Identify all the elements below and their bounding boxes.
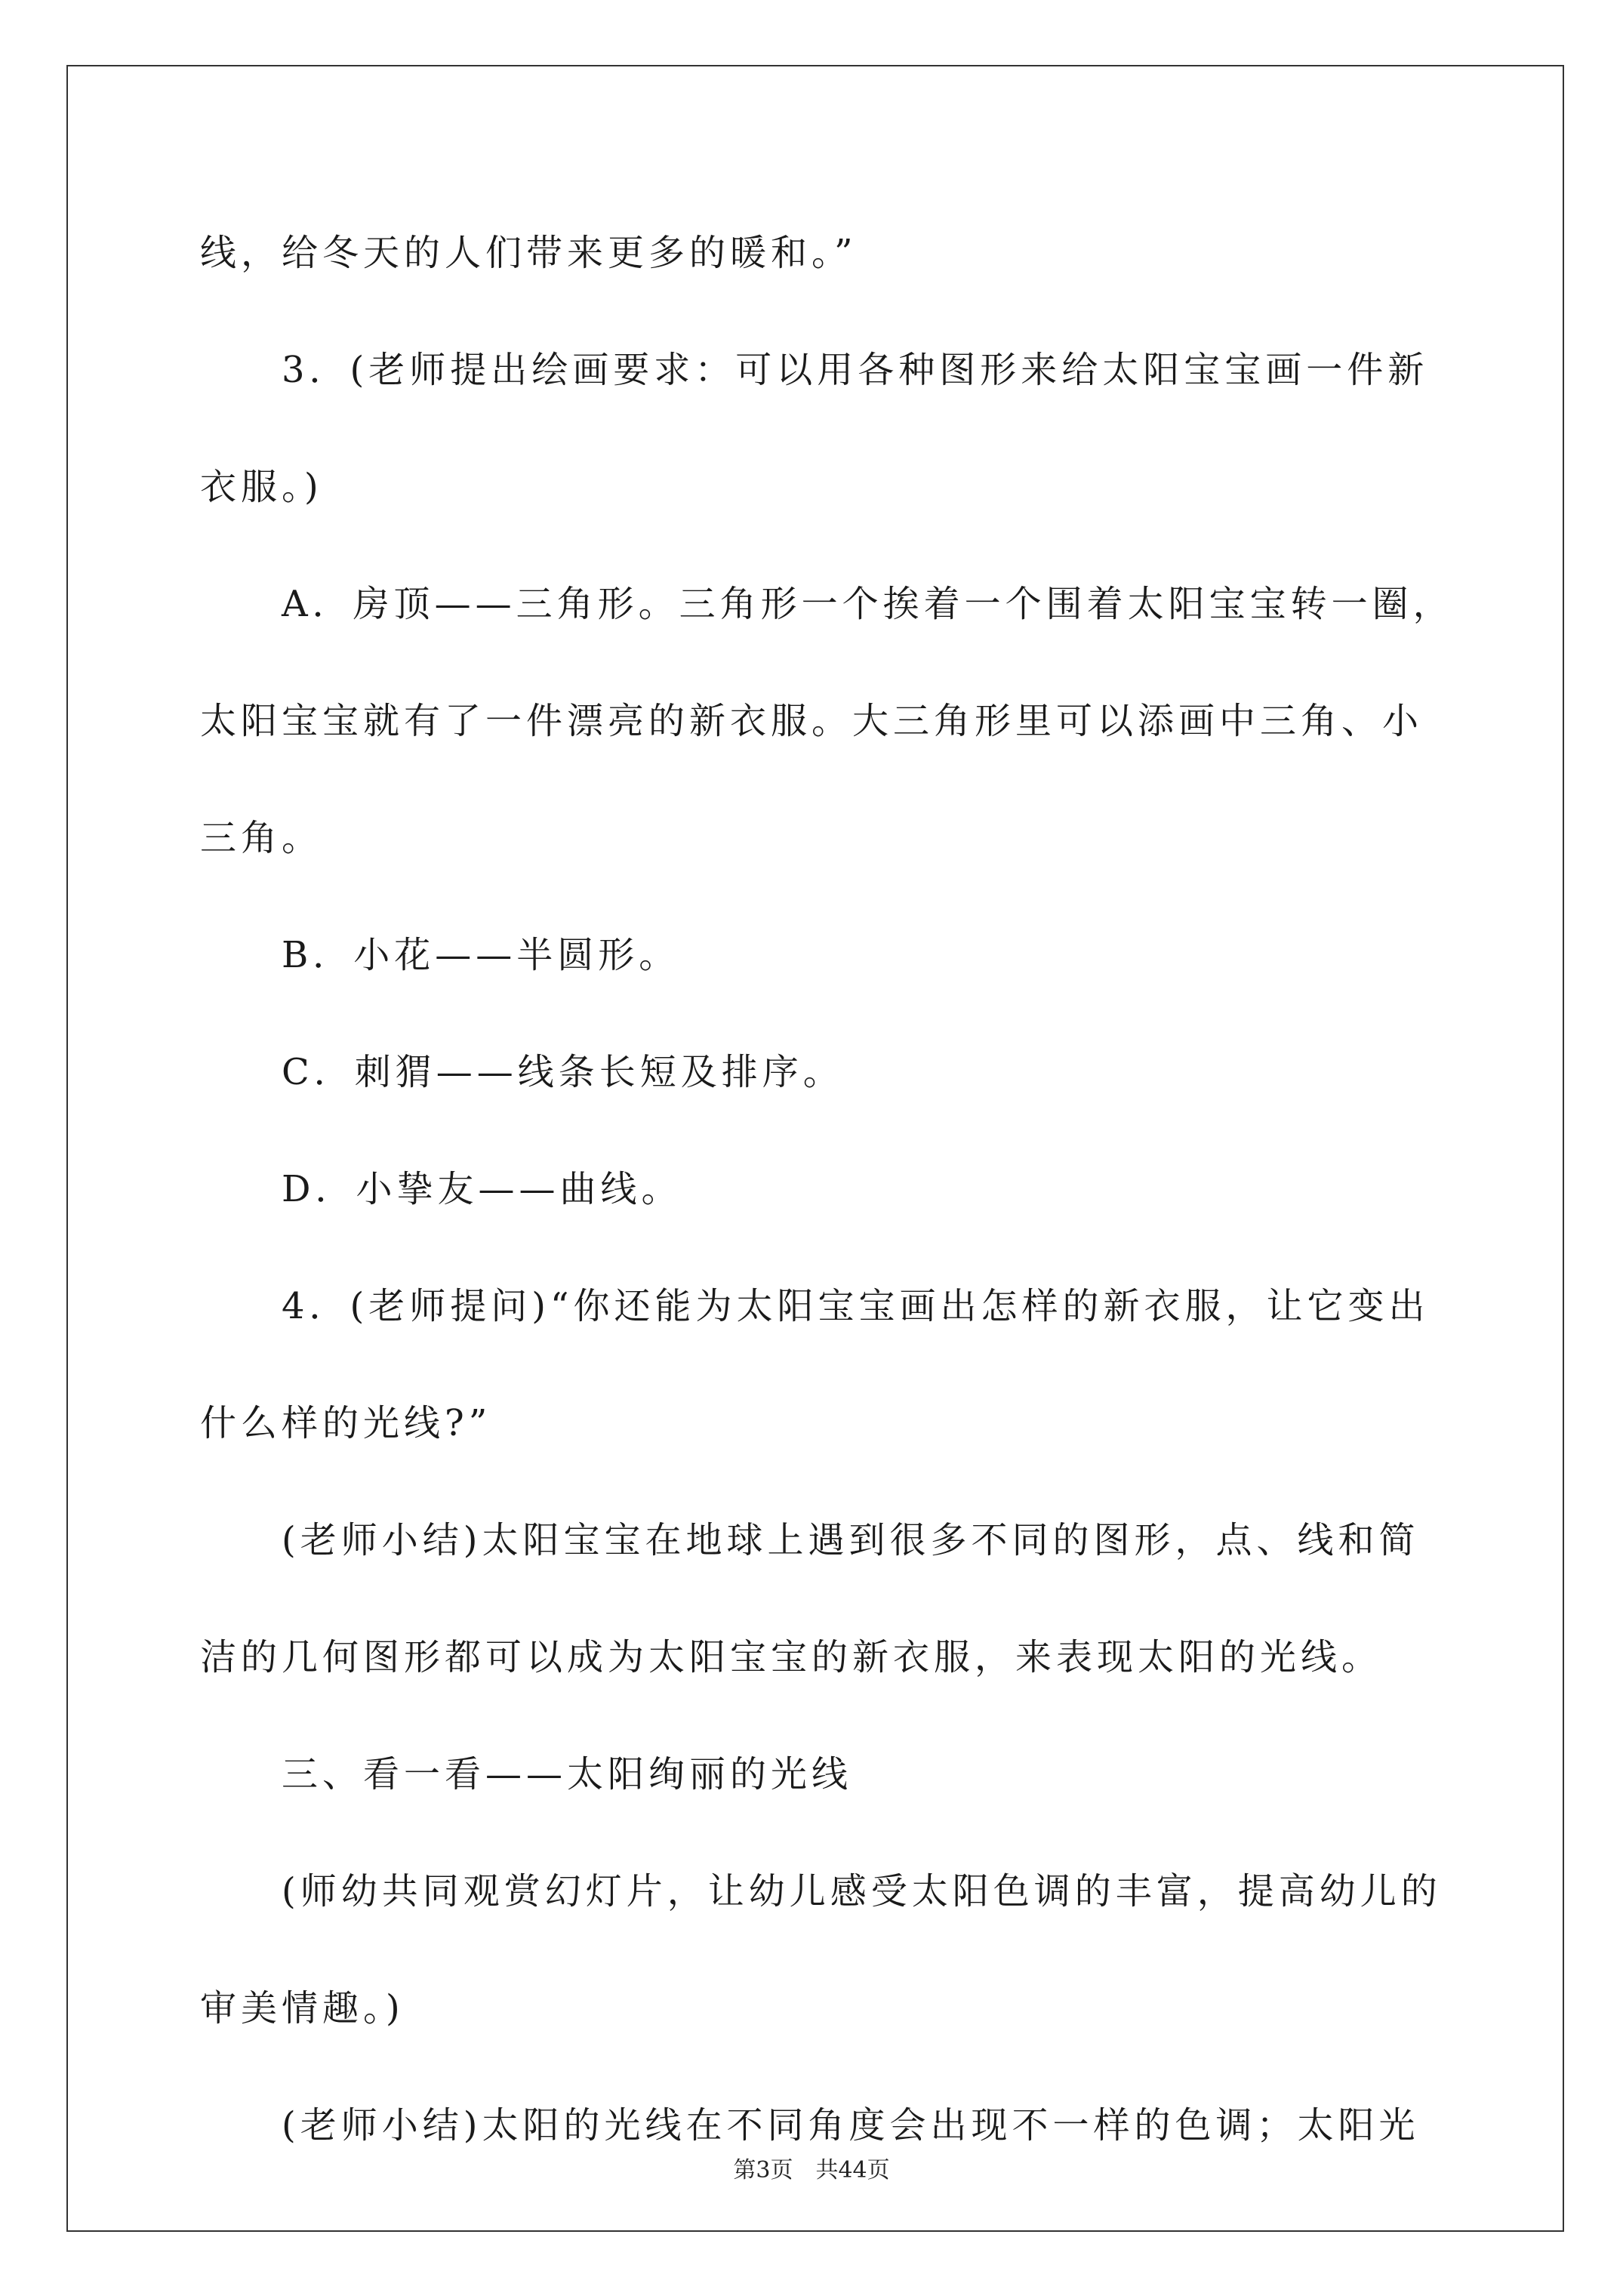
text-line: (老师小结)太阳宝宝在地球上遇到很多不同的图形，点、线和简: [282, 1519, 1420, 1561]
text-line: C．刺猬——线条长短及排序。: [282, 1051, 844, 1093]
text-line: 三角。: [200, 817, 323, 859]
text-line: 3．(老师提出绘画要求：可以用各种图形来给太阳宝宝画一件新: [282, 349, 1429, 391]
text-line: (老师小结)太阳的光线在不同角度会出现不一样的色调；太阳光: [282, 2104, 1420, 2147]
document-body: [200, 195, 1454, 2184]
text-line: 什么样的光线?”: [200, 1402, 492, 1444]
text-line: (师幼共同观赏幻灯片，让幼儿感受太阳色调的丰富，提高幼儿的: [282, 1870, 1442, 1912]
text-line: 三、看一看——太阳绚丽的光线: [282, 1753, 853, 1795]
text-line: 线，给冬天的人们带来更多的暖和。”: [200, 232, 858, 274]
text-line: D．小挚友——曲线。: [282, 1168, 682, 1210]
text-line: 4．(老师提问)“你还能为太阳宝宝画出怎样的新衣服，让它变出: [282, 1285, 1430, 1327]
text-line: B．小花——半圆形。: [282, 934, 680, 976]
text-line: 洁的几何图形都可以成为太阳宝宝的新衣服，来表现太阳的光线。: [200, 1636, 1383, 1678]
page-number: 第3页: [733, 2157, 793, 2184]
text-line: 太阳宝宝就有了一件漂亮的新衣服。大三角形里可以添画中三角、小: [200, 700, 1424, 742]
text-line: 审美情趣。): [200, 1987, 405, 2029]
text-line: 衣服。): [200, 466, 323, 508]
page-footer: [0, 2156, 1623, 2186]
text-line: A．房顶——三角形。三角形一个挨着一个围着太阳宝宝转一圈，: [282, 583, 1454, 625]
page-total: 共44页: [815, 2157, 890, 2184]
